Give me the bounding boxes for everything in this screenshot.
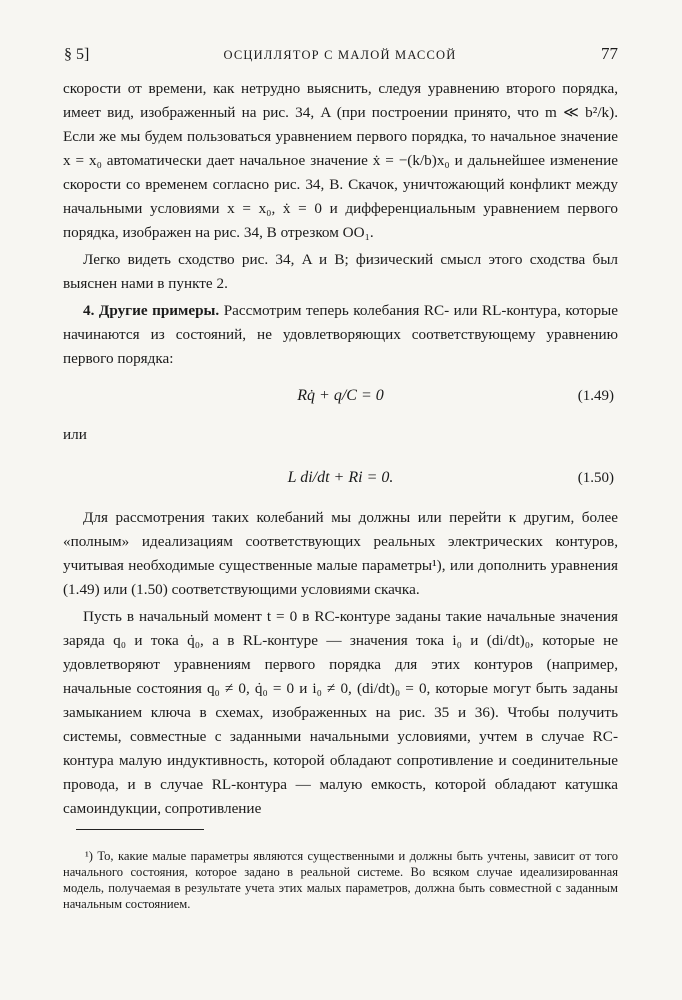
- section-marker: § 5]: [64, 46, 90, 63]
- paragraph-idealizations: Для рассмотрения таких колебаний мы должны или перейти к другим, более «полным» идеализациям соответствующих реальных электрических контуров, учитывая необходимые существенные малые параметры¹), или дополнить уравнения (1.49) или (1.50) соответствующими условиями скачка.: [63, 509, 618, 598]
- equation-connector: или: [63, 426, 87, 443]
- equation-number: (1.50): [577, 470, 614, 486]
- paragraph-other-examples-text: Рассмотрим теперь колебания RC- или RL-контура, которые начинаются из состояний, не удовлетворяющих соответствующему уравнению первого порядка:: [63, 302, 618, 367]
- subsection-heading: 4. Другие примеры.: [83, 302, 220, 319]
- paragraph-initial-conditions: Пусть в начальный момент t = 0 в RC-контуре заданы такие начальные значения заряда q₀ и тока q̇₀, а в RL-контуре — значения тока i₀ и (di/dt)₀, которые не удовлетворяют уравнениям первого порядка для этих контуров (например, начальные состояния q₀ ≠ 0, q̇₀ = 0 и i₀ ≠ 0, (di/dt)₀ = 0, которые могут быть заданы замыканием ключа в схемах, изображенных на рис. 35 и 36). Чтобы получить системы, совместные с заданными начальными условиями, учтем в случае RC-контура малую индуктивность, которой обладают сопротивление и соединительные провода, и в случае RL-контура — малую емкость, которой обладают катушка самоиндукции, сопротивление: [63, 608, 618, 817]
- equation-1-50: [63, 453, 618, 503]
- footnote-divider: [76, 829, 204, 830]
- paragraph-velocity-jump: скорости от времени, как нетрудно выяснить, следуя уравнению второго порядка, имеет вид, изображенный на рис. 34, A (при построении принято, что m ≪ b²/k). Если же мы будем пользоваться уравнением первого порядка, то начальное значение x = x₀ автоматически дает начальное значение ẋ = −(k/b)x₀ и дальнейшее изменение скорости со временем согласно рис. 34, B. Скачок, уничтожающий конфликт между начальными условиями x = x₀, ẋ = 0 и дифференциальным уравнением первого порядка, изображен на рис. 34, B отрезком OO₁.: [63, 80, 618, 241]
- chapter-title: ОСЦИЛЛЯТОР С МАЛОЙ МАССОЙ: [223, 48, 457, 62]
- equation-formula: L di/dt + Ri = 0.: [287, 469, 394, 486]
- footnote-text: ¹) То, какие малые параметры являются существенными и должны быть учтены, зависит от того начального состояния, которое задано в реальной системе. Во всяком случае идеализированная модель, получаемая в результате учета этих малых параметров, должна быть совместной с заданным начальным состоянием.: [63, 849, 618, 911]
- paragraph-similarity: Легко видеть сходство рис. 34, A и B; физический смысл этого сходства был выяснен нами в пункте 2.: [63, 251, 618, 292]
- page-number: 77: [601, 44, 618, 63]
- equation-formula: Rq̇ + q/C = 0: [297, 387, 384, 404]
- page-body: [63, 77, 618, 821]
- running-header: [60, 44, 620, 68]
- paragraph-other-examples: [63, 299, 618, 371]
- equation-1-49: [63, 371, 618, 421]
- equation-number: (1.49): [577, 388, 614, 404]
- footnote: [63, 848, 618, 912]
